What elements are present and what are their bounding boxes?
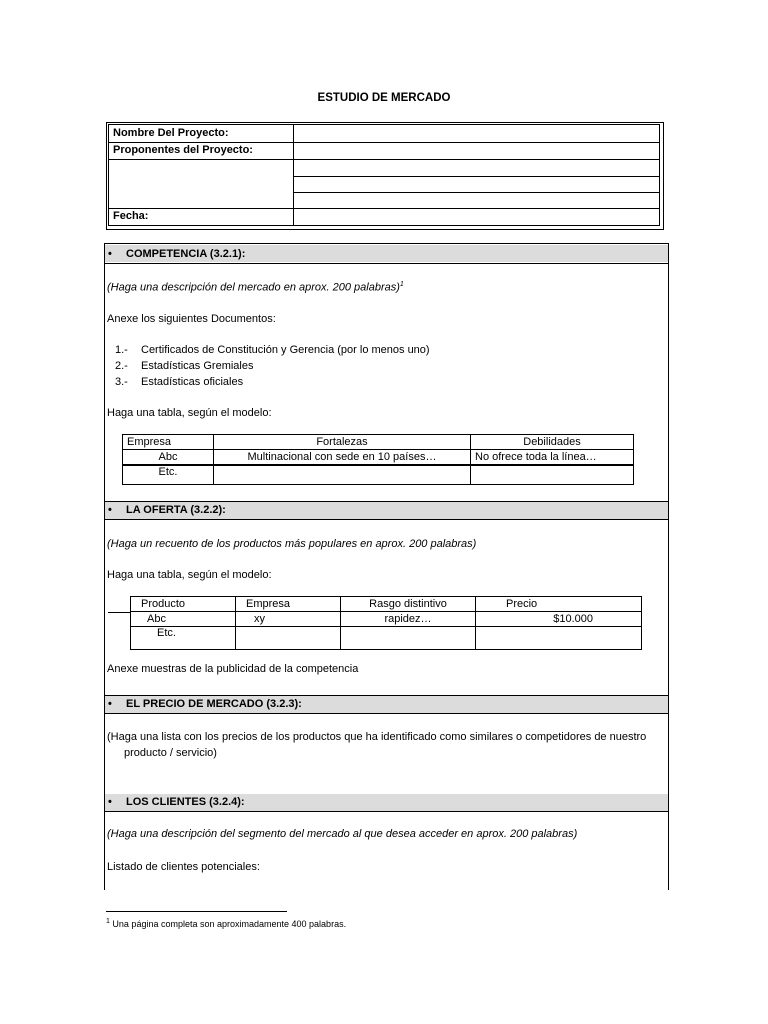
table-cell [476, 627, 642, 650]
oferta-tabla-intro: Haga una tabla, según el modelo: [107, 569, 272, 581]
clientes-instruction: (Haga una descripción del segmento del mercado al que desea acceder en aprox. 200 palabras) [107, 828, 578, 840]
bullet-icon: • [108, 504, 112, 516]
section-divider [104, 263, 669, 264]
proponentes-field-3[interactable] [295, 177, 658, 191]
list-item [115, 376, 243, 388]
clientes-listado-text: Listado de clientes potenciales: [107, 861, 260, 873]
competencia-instruction [107, 281, 404, 294]
oferta-heading [106, 504, 226, 516]
table-header-cell: Fortalezas [214, 435, 471, 450]
table-row [123, 465, 634, 485]
section-divider [104, 811, 669, 812]
oferta-anexe-text: Anexe muestras de la publicidad de la competencia [107, 663, 359, 675]
table-header-cell: Debilidades [471, 435, 634, 450]
table-header-cell: Empresa [123, 435, 214, 450]
clientes-heading [106, 796, 245, 808]
footnote-number: 1 [106, 918, 110, 925]
precio-heading-text: EL PRECIO DE MERCADO (3.2.3): [126, 698, 302, 710]
precio-instruction-line-1: (Haga una lista con los precios de los productos que ha identificado como similares o competidores de nuestro [107, 731, 647, 743]
table-header-row [131, 597, 642, 612]
footnote-separator [106, 911, 287, 912]
footnote-reference[interactable]: 1 [399, 281, 404, 288]
table-header-cell: Producto [131, 597, 236, 612]
table-header-cell: Rasgo distintivo [341, 597, 476, 612]
table-cell: Abc [131, 612, 236, 627]
bullet-icon: • [108, 248, 112, 260]
table-header-cell: Empresa [236, 597, 341, 612]
table-cell: xy [236, 612, 341, 627]
table-cell: $10.000 [476, 612, 642, 627]
bullet-icon: • [108, 698, 112, 710]
nombre-proyecto-label: Nombre Del Proyecto: [113, 127, 229, 139]
table-leading-rule [108, 612, 130, 613]
table-cell: Etc. [131, 627, 236, 650]
list-item-number: 3.- [115, 376, 128, 388]
list-item-text: Estadísticas Gremiales [141, 360, 254, 372]
table-cell: Multinacional con sede en 10 países… [214, 450, 471, 466]
header-column-divider [293, 125, 294, 225]
footnote-text: Una página completa son aproximadamente 400 palabras. [112, 919, 347, 929]
clientes-heading-text: LOS CLIENTES (3.2.4): [126, 796, 245, 808]
table-header-row [123, 435, 634, 450]
list-item-number: 2.- [115, 360, 128, 372]
bullet-icon: • [108, 796, 112, 808]
nombre-proyecto-field[interactable] [295, 126, 658, 141]
proponentes-field-4[interactable] [295, 193, 658, 207]
fecha-field[interactable] [295, 209, 658, 224]
table-cell [236, 627, 341, 650]
list-item-text: Certificados de Constitución y Gerencia (por lo menos uno) [141, 344, 430, 356]
proponentes-label: Proponentes del Proyecto: [113, 144, 253, 156]
fecha-label: Fecha: [113, 210, 149, 222]
section-divider [104, 519, 669, 520]
table-cell: rapidez… [341, 612, 476, 627]
project-header-table [108, 124, 660, 226]
list-item-text: Estadísticas oficiales [141, 376, 244, 388]
section-divider [104, 713, 669, 714]
competencia-model-table [122, 434, 634, 485]
competencia-anexe-text: Anexe los siguientes Documentos: [107, 313, 276, 325]
table-cell: Abc [123, 450, 214, 466]
table-row [131, 612, 642, 627]
document-title: ESTUDIO DE MERCADO [317, 92, 451, 104]
table-row [131, 627, 642, 650]
section-frame-right [668, 243, 669, 890]
table-cell [341, 627, 476, 650]
precio-heading [106, 698, 302, 710]
competencia-heading-text: COMPETENCIA (3.2.1): [126, 248, 246, 260]
proponentes-field-2[interactable] [295, 160, 658, 175]
table-cell: No ofrece toda la línea… [471, 450, 634, 466]
table-row [123, 450, 634, 466]
list-item [115, 360, 253, 372]
list-item [115, 344, 430, 356]
table-cell [214, 465, 471, 485]
precio-instruction-line-2: producto / servicio) [124, 747, 217, 759]
oferta-model-table [130, 596, 642, 650]
competencia-heading [106, 248, 245, 260]
table-cell [471, 465, 634, 485]
section-frame-top [104, 243, 669, 244]
oferta-heading-text: LA OFERTA (3.2.2): [126, 504, 226, 516]
list-item-number: 1.- [115, 344, 128, 356]
section-frame-left [104, 243, 105, 890]
oferta-instruction: (Haga un recuento de los productos más populares en aprox. 200 palabras) [107, 538, 477, 550]
footnote [106, 918, 346, 929]
table-header-cell: Precio [476, 597, 642, 612]
table-cell: Etc. [123, 465, 214, 485]
proponentes-field-1[interactable] [295, 143, 658, 158]
competencia-instruction-text: (Haga una descripción del mercado en aprox. 200 palabras) [107, 281, 400, 294]
competencia-tabla-intro: Haga una tabla, según el modelo: [107, 407, 272, 419]
